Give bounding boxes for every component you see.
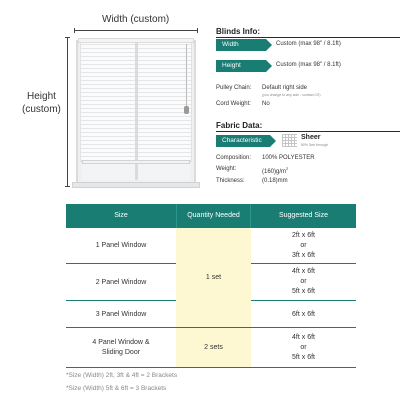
width-dimension-tick-left <box>74 28 75 33</box>
characteristic-tag: Characteristic <box>216 135 270 147</box>
suggested-row-3: 6ft x 6ft <box>292 310 315 318</box>
sheer-note: 80% See through <box>301 143 329 147</box>
cord-weight-label: Cord Weight: <box>216 101 251 107</box>
size-4-line1: 4 Panel Window & <box>92 338 150 346</box>
width-tag: Width <box>216 39 266 51</box>
quantity-2-sets: 2 sets <box>176 328 251 367</box>
weight-label: Weight: <box>216 166 237 172</box>
suggested-row-2-option-a: 4ft x 6ft <box>292 268 315 275</box>
height-dimension-tick-top <box>65 37 70 38</box>
height-dimension-label-line2: (custom) <box>22 104 61 115</box>
fabric-data-title: Fabric Data: <box>216 121 263 130</box>
weight-value-text: (160)g/m <box>262 169 287 175</box>
weight-value <box>262 166 288 175</box>
height-value: Custom (max 98" / 8.1ft) <box>276 62 341 68</box>
blind-bottom-rail <box>82 160 190 164</box>
header-size: Size <box>66 204 176 228</box>
height-tag: Height <box>216 60 266 72</box>
width-dimension-line <box>74 30 198 31</box>
suggested-row-4-option-a: 4ft x 6ft <box>292 333 315 341</box>
suggested-row-4-or: or <box>300 343 307 351</box>
blinds-info-rule <box>216 37 400 38</box>
size-1-panel-window: 1 Panel Window <box>95 242 147 249</box>
pulley-chain-note: (you change to any side - contact CS) <box>262 93 321 97</box>
sheer-fabric-icon <box>282 134 297 147</box>
window-mullion <box>135 40 138 180</box>
window-sill <box>72 182 200 188</box>
fabric-data-rule <box>216 131 400 132</box>
suggested-row-1-option-b: 3ft x 6ft <box>292 251 315 259</box>
suggested-row-1-option-a: 2ft x 6ft <box>292 231 315 239</box>
cord-weight-value: No <box>262 101 270 107</box>
height-dimension-tick-bottom <box>65 186 70 187</box>
suggested-row-1-or: or <box>300 241 307 249</box>
sheer-name: Sheer <box>301 134 321 141</box>
height-dimension-label-line1: Height <box>27 91 56 102</box>
composition-label: Composition: <box>216 155 252 161</box>
suggested-row-1 <box>251 228 356 263</box>
thickness-label: Thickness: <box>216 178 245 184</box>
suggested-row-4 <box>251 328 356 367</box>
row-divider-4 <box>66 367 356 368</box>
pulley-chain-label: Pulley Chain: <box>216 85 252 91</box>
height-dimension-line <box>67 37 68 187</box>
thickness-value: (0.18)mm <box>262 178 288 184</box>
bracket-note-1: *Size (Width) 2ft, 3ft & 4ft = 2 Brackets <box>66 372 178 379</box>
header-suggested-size: Suggested Size <box>251 204 356 228</box>
width-value: Custom (max 98" / 8.1ft) <box>276 41 341 47</box>
header-quantity-needed: Quantity Needed <box>176 204 251 228</box>
bracket-note-2: *Size (Width) 5ft & 6ft = 3 Brackets <box>66 385 167 392</box>
pulley-cord <box>186 44 187 108</box>
pulley-cord-knob <box>184 106 189 114</box>
suggested-row-4-option-b: 5ft x 6ft <box>292 353 315 361</box>
blinds-info-title: Blinds Info: <box>216 27 260 36</box>
quantity-1-set: 1 set <box>176 228 251 327</box>
width-dimension-label: Width (custom) <box>102 14 170 25</box>
composition-value: 100% POLYESTER <box>262 155 315 161</box>
blind-headrail <box>78 38 194 43</box>
size-4-line2: Sliding Door <box>101 348 141 356</box>
size-3-panel-window: 3 Panel Window <box>95 310 147 318</box>
size-4-panel-window-sliding-door <box>66 328 176 367</box>
suggested-row-2 <box>251 264 356 300</box>
size-2-panel-window: 2 Panel Window <box>95 278 147 286</box>
width-dimension-tick-right <box>197 28 198 33</box>
suggested-row-2-option-b: 5ft x 6ft <box>292 288 315 295</box>
suggested-row-2-or: or <box>300 278 307 285</box>
pulley-chain-value: Default right side <box>262 85 308 91</box>
weight-unit-sup: 2 <box>286 166 289 171</box>
